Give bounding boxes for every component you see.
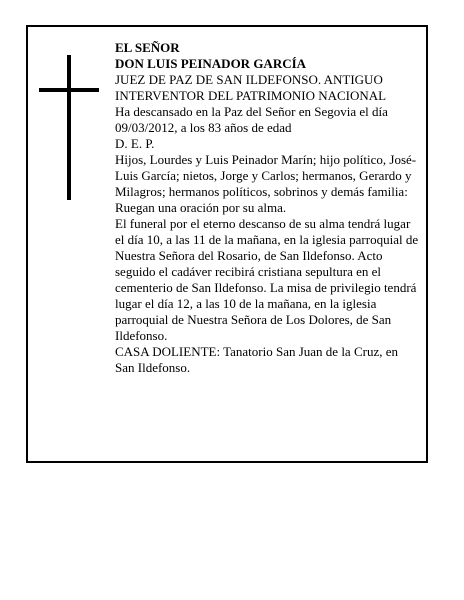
- obituary-notice: [26, 25, 428, 463]
- family-list: Hijos, Lourdes y Luis Peinador Marín; hijo político, José-Luis García; nietos, Jorge y Carlos; hermanos, Gerardo y Milagros; hermanos políticos, sobrinos y demás familia:: [115, 152, 417, 199]
- deceased-title: JUEZ DE PAZ DE SAN ILDEFONSO. ANTIGUO INTERVENTOR DEL PATRIMONIO NACIONAL: [115, 72, 387, 103]
- prayer-request: Ruegan una oración por su alma.: [115, 200, 287, 215]
- heading-line-1: EL SEÑOR: [115, 40, 180, 55]
- funeral-details: El funeral por el eterno descanso de su alma tendrá lugar el día 10, a las 11 de la mañana, en la iglesia parroquial de Nuestra Señora del Rosario, de San Ildefonso. Acto seguido el cadáver recibirá cristiana sepultura en el cementerio de San Ildefonso. La misa de privilegio tendrá lugar el día 12, a las 10 de la mañana, en la iglesia parroquial de Nuestra Señora de Los Dolores, de San Ildefonso.: [115, 216, 419, 343]
- cross-icon: [39, 55, 99, 200]
- death-notice: Ha descansado en la Paz del Señor en Segovia el día 09/03/2012, a los 83 años de edad: [115, 104, 388, 135]
- obituary-text: [115, 40, 420, 376]
- cross-vertical-bar: [67, 55, 71, 200]
- deceased-name: DON LUIS PEINADOR GARCÍA: [115, 56, 307, 71]
- rip-line: D. E. P.: [115, 136, 155, 151]
- cross-horizontal-bar: [39, 88, 99, 92]
- mourning-house: CASA DOLIENTE: Tanatorio San Juan de la Cruz, en San Ildefonso.: [115, 344, 398, 375]
